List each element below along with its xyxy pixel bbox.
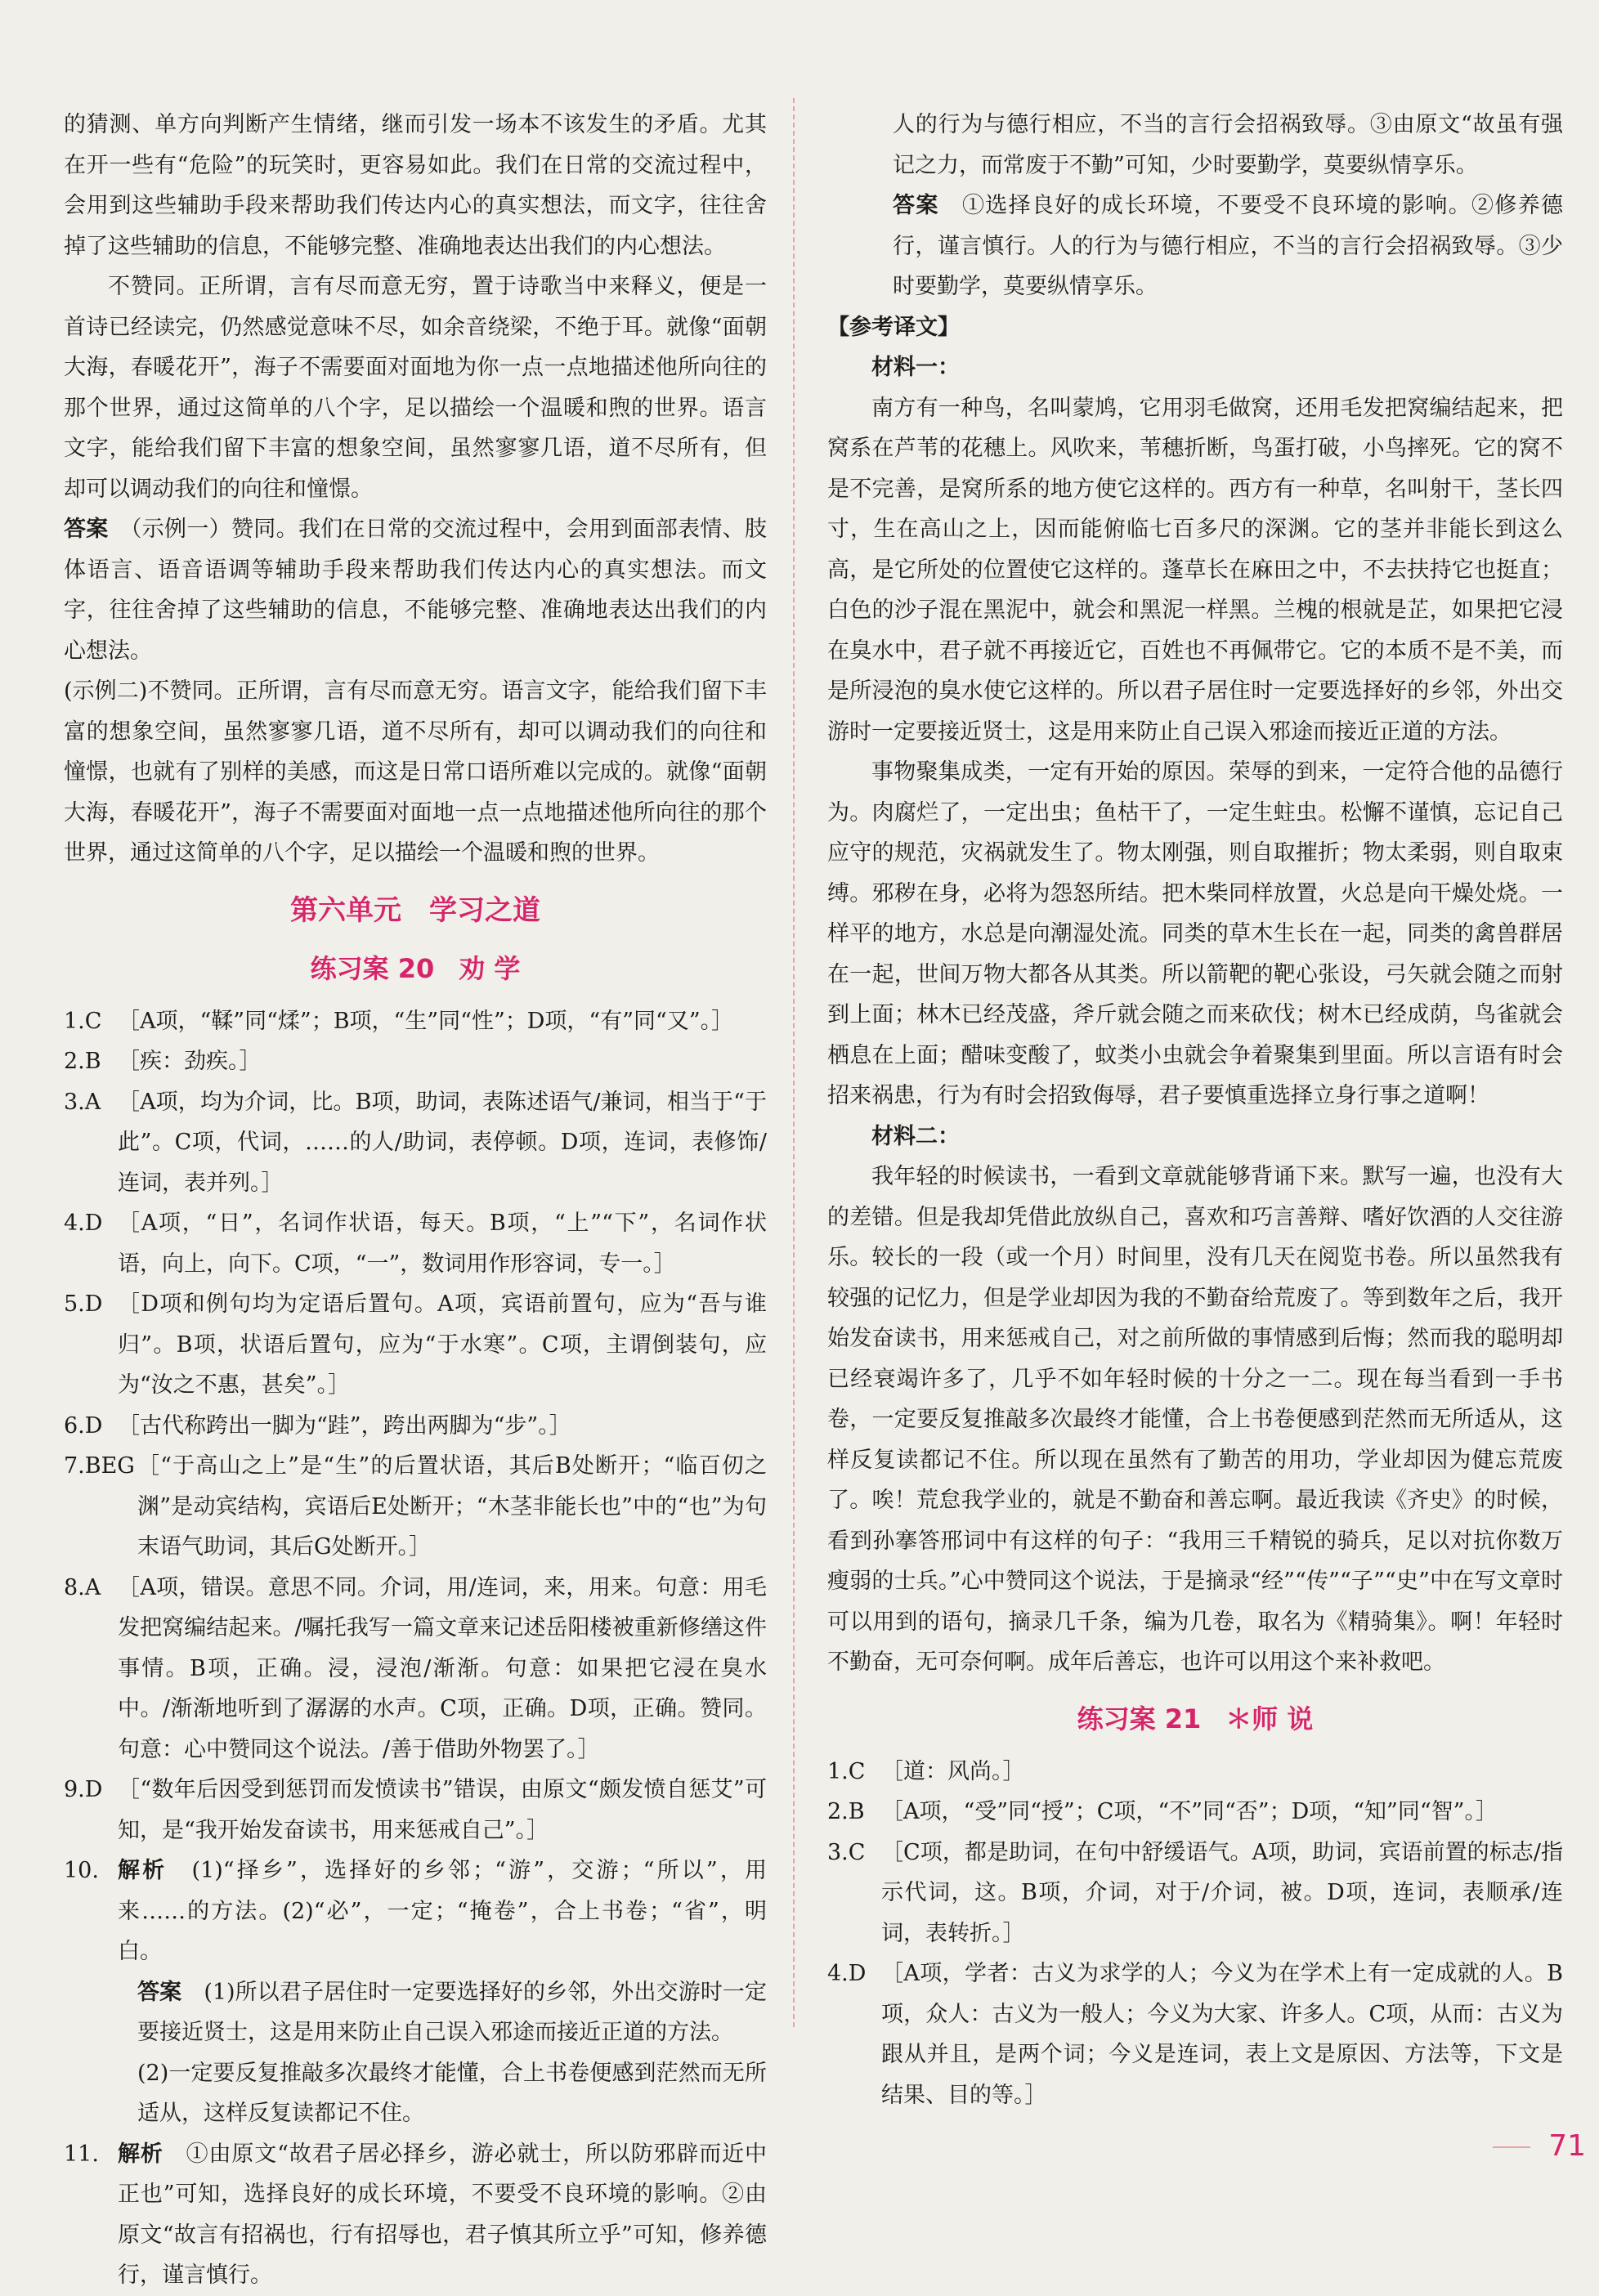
question-number: 3.A	[64, 1089, 101, 1115]
question-number: 8.A	[64, 1574, 101, 1600]
question-number: 2.B	[827, 1799, 865, 1824]
answer-text-2: (示例二)不赞同。正所谓，言有尽而意无穷。语言文字，能给我们留下丰富的想象空间，虽然寥寥几语，道不尽所有，却可以调动我们的向往和憧憬，也就有了别样的美感，而这是日常口语所难以完成的。就像“面朝大海，春暖花开”，海子不需要面对面地一点一点地描述他所向往的那个世界，通过这简单的八个字，足以描绘一个温暖和煦的世界。	[64, 678, 767, 866]
question-answer: ［D项和例句均为定语后置句。A项，宾语前置句，应为“吾与谁归”。B项，状语后置句，应为“于水寒”。C项，主谓倒装句，应为“汝之不惠，甚矣”。］	[118, 1291, 767, 1398]
question-answer: ［“数年后因受到惩罚而发愤读书”错误，由原文“颇发愤自惩艾”可知，是“我开始发奋读书，用来惩戒自己”。］	[118, 1777, 767, 1843]
reference-translation-label: 【参考译文】	[827, 314, 960, 340]
case-title-name: 劝 学	[459, 952, 521, 984]
answer-label: 答案	[137, 1979, 182, 2005]
answer-block-10	[64, 1972, 767, 2053]
question-item	[827, 1833, 1563, 1954]
answer-text: (1)所以君子居住时一定要选择好的乡邻，外出交游时一定要接近贤士，这是用来防止自己误入邪途而接近正道的方法。	[137, 1979, 768, 2045]
answer-block-1	[64, 509, 767, 671]
column-divider	[793, 98, 795, 2027]
question-item	[64, 1203, 767, 1284]
material-1-paragraph: 事物聚集成类，一定有开始的原因。荣辱的到来，一定符合他的品德行为。肉腐烂了，一定出虫；鱼枯干了，一定生蛀虫。松懈不谨慎，忘记自己应守的规范，灾祸就发生了。物太刚强，则自取摧折；物太柔弱，则自取束缚。邪秽在身，必将为怨怒所结。把木柴同样放置，火总是向干燥处烧。一样平的地方，水总是向潮湿处流。同类的草木生长在一起，同类的禽兽群居在一起，世间万物大都各从其类。所以箭靶的靶心张设，弓矢就会随之而射到上面；林木已经茂盛，斧斤就会随之而来砍伐；树木已经成荫，鸟雀就会栖息在上面；醋味变酸了，蚊类小虫就会争着聚集到里面。所以言语有时会招来祸患，行为有时会招致侮辱，君子要慎重选择立身行事之道啊！	[827, 759, 1563, 1108]
question-number: 4.D	[64, 1211, 103, 1236]
material-1-paragraph: 南方有一种鸟，名叫蒙鸠，它用羽毛做窝，还用毛发把窝编结起来，把窝系在芦苇的花穗上。风吹来，苇穗折断，鸟蛋打破，小鸟摔死。它的窝不是不完善，是窝所系的地方使它这样的。西方有一种草，名叫射干，茎长四寸，生在高山之上，因而能俯临七百多尺的深渊。它的茎并非能长到这么高，是它所处的位置使它这样的。蓬草长在麻田之中，不去扶持它也挺直；白色的沙子混在黑泥中，就会和黑泥一样黑。兰槐的根就是芷，如果把它浸在臭水中，君子就不再接近它，百姓也不再佩带它。它的本质不是不美，而是所浸泡的臭水使它这样的。所以君子居住时一定要选择好的乡邻，外出交游时一定要接近贤士，这是用来防止自己误入邪途而接近正道的方法。	[827, 395, 1563, 745]
question-item	[827, 1752, 1563, 1792]
question-number: 4.D	[827, 1961, 867, 1986]
question-item	[64, 1406, 767, 1447]
question-answer: ［A项，均为介词，比。B项，助词，表陈述语气/兼词，相当于“于此”。C项，代词，……的人/助词，表停顿。D项，连词，表修饰/连词，表并列。］	[118, 1089, 767, 1196]
question-item	[64, 1446, 767, 1568]
question-number: 6.D	[64, 1412, 103, 1439]
answer-text-10-2: (2)一定要反复推敲多次最终才能懂，合上书卷便感到茫然而无所适从，这样反复读都记不住。	[137, 2060, 767, 2126]
question-number: 1.C	[827, 1758, 866, 1784]
analysis-label: 解析	[118, 2141, 163, 2167]
question-number: 7.BEG	[64, 1453, 135, 1479]
answer-label: 答案	[64, 517, 109, 542]
answer-block-11	[827, 186, 1563, 307]
answer-label: 答案	[893, 193, 939, 218]
question-answer: ［C项，都是助词，在句中舒缓语气。A项，助词，宾语前置的标志/指示代词，这。B项，介词，对于/介词，被。D项，连词，表顺承/连词，表转折。］	[881, 1839, 1563, 1946]
question-answer: ［A项，错误。意思不同。介词，用/连词，来，用来。句意：用毛发把窝编结起来。/嘱托我写一篇文章来记述岳阳楼被重新修缮这件事情。B项，正确。浸，浸泡/渐渐。句意：如果把它浸在臭水中。/渐渐地听到了潺潺的水声。C项，正确。D项，正确。赞同。句意：心中赞同这个说法。/善于借助外物罢了。］	[118, 1574, 767, 1762]
intro-paragraph-2: 不赞同。正所谓，言有尽而意无穷，置于诗歌当中来释义，便是一首诗已经读完，仍然感觉意味不尽，如余音绕梁，不绝于耳。就像“面朝大海，春暖花开”，海子不需要面对面地为你一点一点地描述他所向往的那个世界，通过这简单的八个字，足以描绘一个温暖和煦的世界。语言文字，能给我们留下丰富的想象空间，虽然寥寥几语，道不尽所有，但却可以调动我们的向往和憧憬。	[64, 274, 767, 502]
star-icon: ＊	[1225, 1703, 1252, 1734]
question-item	[64, 1770, 767, 1851]
question-answer: ［A项，学者：古义为求学的人；今义为在学术上有一定成就的人。B项，众人：古义为一般人；今义为大家、许多人。C项，从而：古义为跟从并且，是两个词；今义是连词，表上文是原因、方法等，下文是结果、目的等。］	[881, 1961, 1563, 2108]
left-column	[64, 105, 767, 2296]
case-title-prefix: 练习案 21	[1077, 1703, 1202, 1734]
question-answer: ［道：风尚。］	[881, 1758, 1025, 1784]
unit-title: 第六单元 学习之道	[290, 893, 540, 927]
question-answer: ［A项，“受”同“授”；C项，“不”同“否”；D项，“知”同“智”。］	[881, 1799, 1498, 1824]
page-number: 71	[1548, 2129, 1586, 2163]
question-item-11	[64, 2134, 767, 2296]
question-item	[827, 1954, 1563, 2115]
question-item	[64, 1568, 767, 1770]
question-item	[64, 1082, 767, 1204]
question-item	[827, 1792, 1563, 1833]
answer-text: ①选择良好的成长环境，不要受不良环境的影响。②修养德行，谨言慎行。人的行为与德行相应，不当的言行会招祸致辱。③少时要勤学，莫要纵情享乐。	[893, 193, 1564, 299]
material-2-paragraph: 我年轻的时候读书，一看到文章就能够背诵下来。默写一遍，也没有大的差错。但是我却凭借此放纵自己，喜欢和巧言善辩、嗜好饮酒的人交往游乐。较长的一段（或一个月）时间里，没有几天在阅览书卷。所以虽然我有较强的记忆力，但是学业却因为我的不勤奋给荒废了。等到数年之后，我开始发奋读书，用来惩戒自己，对之前所做的事情感到后悔；然而我的聪明却已经衰竭许多了，几乎不如年轻时候的十分之一二。现在每当看到一手书卷，一定要反复推敲多次最终才能懂，合上书卷便感到茫然而无所适从，这样反复读都记不住。所以现在虽然有了勤苦的用功，学业却因为健忘荒废了。唉！荒怠我学业的，就是不勤奋和善忘啊。最近我读《齐史》的时候，看到孙搴答邢词中有这样的句子：“我用三千精锐的骑兵，足以对抗你数万瘦弱的士兵。”心中赞同这个说法，于是摘录“经”“传”“子”“史”中在写文章时可以用到的语句，摘录几千条，编为几卷，取名为《精骑集》。啊！年轻时不勤奋，无可奈何啊。成年后善忘，也许可以用这个来补救吧。	[827, 1164, 1563, 1675]
analysis-text: (1)“择乡”，选择好的乡邻；“游”，交游；“所以”，用来……的方法。(2)“必”，一定；“掩卷”，合上书卷；“省”，明白。	[118, 1858, 768, 1964]
question-item-10	[64, 1851, 767, 1972]
question-item	[64, 1001, 767, 1042]
question-answer: ［A项，“鞣”同“煣”；B项，“生”同“性”；D项，“有”同“又”。］	[118, 1008, 734, 1034]
page-number-dash	[1493, 2146, 1530, 2148]
question-answer: ［“于高山之上”是“生”的后置状语，其后B处断开；“临百仞之渊”是动宾结构，宾语后E处断开；“木茎非能长也”中的“也”为句末语气助词，其后G处断开。］	[137, 1453, 767, 1560]
question-item	[64, 1041, 767, 1082]
question-number: 1.C	[64, 1008, 102, 1034]
case-title-20	[64, 939, 767, 998]
question-number: 5.D	[64, 1291, 103, 1317]
question-number: 2.B	[64, 1049, 101, 1074]
analysis-label: 解析	[118, 1858, 168, 1883]
intro-paragraph-1: 的猜测、单方向判断产生情绪，继而引发一场本不该发生的矛盾。尤其在开一些有“危险”的玩笑时，更容易如此。我们在日常的交流过程中，会用到这些辅助手段来帮助我们传达内心的真实想法，而文字，往往舍掉了这些辅助的信息，不能够完整、准确地表达出我们的内心想法。	[64, 112, 767, 259]
case-title-21	[827, 1690, 1563, 1748]
analysis-text: ①由原文“故君子居必择乡，游必就士，所以防邪辟而近中正也”可知，选择良好的成长环境，不要受不良环境的影响。②由原文“故言有招祸也，行有招辱也，君子慎其所立乎”可知，修养德行，谨言慎行。	[118, 2141, 768, 2288]
question-number: 11.	[64, 2141, 99, 2167]
case-title-prefix: 练习案 20	[310, 952, 435, 984]
question-item	[64, 1284, 767, 1406]
question-answer: ［A项，“日”，名词作状语，每天。B项，“上”“下”，名词作状语，向上，向下。C项，“一”，数词用作形容词，专一。］	[118, 1211, 767, 1277]
question-answer: ［疾：劲疾。］	[118, 1049, 262, 1074]
right-column	[827, 105, 1563, 2115]
material-2-label: 材料二：	[871, 1123, 960, 1149]
question-number: 3.C	[827, 1839, 866, 1865]
case-title-name: 师 说	[1252, 1703, 1314, 1734]
answer-text-1: （示例一）赞同。我们在日常的交流过程中，会用到面部表情、肢体语言、语音语调等辅助手段来帮助我们传达内心的真实想法。而文字，往往舍掉了这些辅助的信息，不能够完整、准确地表达出我们的内心想法。	[64, 517, 768, 664]
analysis-continuation: 人的行为与德行相应，不当的言行会招祸致辱。③由原文“故虽有强记之力，而常废于不勤”可知，少时要勤学，莫要纵情享乐。	[893, 112, 1563, 178]
question-answer: ［古代称跨出一脚为“跬”，跨出两脚为“步”。］	[118, 1412, 571, 1439]
material-1-label: 材料一：	[871, 355, 960, 380]
question-number: 9.D	[64, 1777, 103, 1802]
question-number: 10.	[64, 1858, 99, 1883]
